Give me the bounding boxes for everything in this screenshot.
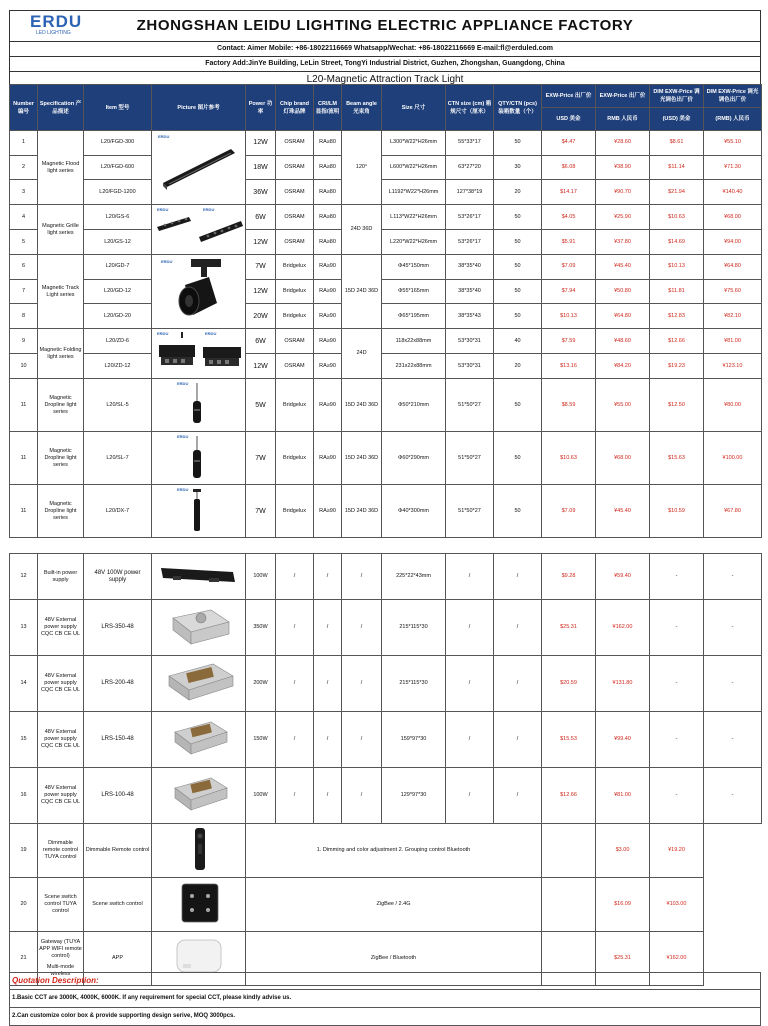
address-line: Factory Add:JinYe Building, LeLin Street, TongYi Industrial District, Guzhen, Zhongshan, Guangdong, China [9,56,761,71]
notes-title: Quotation Description: [9,972,761,989]
table-row: 21 Gateway (TUYA APP WIFI remote control) Multi-mode wireless APP ZigBee / Bluetooth $25.31 ¥162.00 [10,932,762,986]
col-beam-angle: Beam angle 光束角 [342,85,382,131]
table-row: 15 48V External power supply CQC CB CE UL LRS-150-48 150W / / / 159*97*30 / / $15.53 ¥99.40 - - [10,712,762,768]
product-picture-psu-150 [152,712,246,768]
remote-control-image [153,824,246,874]
external-power-supply-image [153,712,246,764]
product-picture-psu-350 [152,600,246,656]
col-usd-sub-dim: (USD) 美金 [650,108,704,131]
svg-text:ERDU: ERDU [161,259,173,264]
table-row: 6 Magnetic Track Light series L20/GD-7 ERDU 7W Bridgelux RA≥90 15D 24D 36D Φ45*150mm 38*35*40 50 $7.09 ¥45.40 $10.13 ¥64.80 [10,255,762,280]
product-picture-folding [152,329,246,379]
spec-cell: Magnetic Folding light series [38,329,84,379]
note-line-1: 1.Basic CCT are 3000K, 4000K, 6000K. If any requirement for special CCT, please kindly advise us. [9,989,761,1007]
quotation-header [9,10,761,88]
product-picture-flood: ERDU [152,131,246,205]
table-row: 9 Magnetic Folding light series L20/ZD-6 ERDU ERDU 6W OSRAM RA≥90 24D 118x22x88mm 53*30*31 40 $7.59 ¥48.60 $12.66 ¥81.00 [10,329,762,354]
product-picture-builtin-psu [152,554,246,600]
col-size: Size 尺寸 [382,85,446,131]
dropline-light-image [153,485,246,534]
product-picture-grille [152,205,246,255]
spec-cell: Magnetic Grille light series [38,205,84,255]
product-picture-dropline-sl7 [152,432,246,485]
accessories-price-table [9,553,762,986]
svg-text:ERDU: ERDU [205,331,217,336]
col-exw-usd: EXW-Price 出厂价 [542,85,596,108]
scene-switch-image [153,878,246,928]
table-row: 12 Built-in power supply 48V 100W power supply 100W / / / 225*22*43mm / / $9.28 ¥59.40 - - [10,554,762,600]
svg-text:ERDU: ERDU [177,487,189,492]
dropline-light-image [153,379,246,428]
external-power-supply-image [153,768,246,820]
track-spotlight-image [153,255,246,325]
dropline-light-image [153,432,246,481]
spec-cell: Magnetic Track Light series [38,255,84,329]
table-row: 3 L20/FGD-1200 36W OSRAM RA≥80 L1192*W22*H26mm 127*38*19 20 $14.17 ¥90.70 $21.94 ¥140.40 [10,180,762,205]
table-row: 1 Magnetic Flood light series L20/FGD-300 ERDU 12W OSRAM RA≥80 120° L300*W22*H26mm 55*33*17 50 $4.47 ¥28.60 $8.61 ¥55.10 [10,131,762,156]
col-rmb-sub: RMB 人民币 [596,108,650,131]
table-row: 11 Magnetic Dropline light series L20/DX-7 ERDU 7W Bridgelux RA≥90 15D 24D 36D Φ40*300mm 51*50*27 50 $7.09 ¥45.40 $10.59 ¥67.80 [10,485,762,538]
svg-text:ERDU: ERDU [157,331,169,336]
table-row: 20 Scene switch control TUYA control Scene switch control ZigBee / 2.4G $16.09 ¥103.00 [10,878,762,932]
grille-light-image [153,205,246,251]
svg-text:ERDU: ERDU [203,207,215,212]
col-power: Power 功率 [246,85,276,131]
external-power-supply-image [153,600,246,652]
table-row: 16 48V External power supply CQC CB CE UL LRS-100-48 100W / / / 129*97*30 / / $12.66 ¥81.00 - - [10,768,762,824]
svg-text:ERDU: ERDU [157,207,169,212]
product-picture-scene-switch [152,878,246,932]
gateway-feature-cell: ZigBee / Bluetooth [246,932,542,986]
col-qty-ctn: QTY/CTN (pcs) 装箱数量（个） [494,85,542,131]
table-row: 10 L20/ZD-12 12W OSRAM RA≥90 231x22x88mm 53*30*31 20 $13.16 ¥84.20 $19.23 ¥123.10 [10,354,762,379]
table-row: 7 L20/GD-12 12W Bridgelux RA≥90 Φ55*165mm 38*35*40 50 $7.94 ¥50.80 $11.81 ¥75.60 [10,279,762,304]
table-row: 8 L20/GD-20 20W Bridgelux RA≥90 Φ65*195mm 38*35*43 50 $10.13 ¥64.80 $12.83 ¥82.10 [10,304,762,329]
table-row: 11 Magnetic Dropline light series L20/SL-7 ERDU 7W Bridgelux RA≥90 15D 24D 36D Φ60*290mm 51*50*27 50 $10.63 ¥68.00 $15.63 ¥100.00 [10,432,762,485]
col-dim-rmb: DIM EXW-Price 调光调色出厂价 [704,85,762,108]
product-picture-psu-100 [152,768,246,824]
folding-light-image [153,329,246,375]
product-picture-dropline-sl5 [152,379,246,432]
spec-cell: Magnetic Flood light series [38,131,84,205]
spec-cell: Magnetic Dropline light series [38,432,84,485]
contact-line: Contact: Aimer Mobile: +86-18022116669 Whatsapp/Wechat: +86-18022116669 E-mail:fl@erduled.com [9,41,761,56]
svg-text:ERDU: ERDU [177,434,189,439]
col-item: Item 型号 [84,85,152,131]
spec-cell: Magnetic Dropline light series [38,379,84,432]
table-row: 4 Magnetic Grille light series L20/GS-6 ERDU ERDU 6W OSRAM RA≥80 24D 36D L113*W22*H26mm 53*26*17 50 $4.05 ¥25.90 $10.63 ¥68.00 [10,205,762,230]
product-picture-dropline-dx7 [152,485,246,538]
remote-feature-cell: 1. Dimming and color adjustment 2. Grouping control Bluetooth [246,824,542,878]
track-light-price-table [9,84,762,538]
table-row: 11 Magnetic Dropline light series L20/SL-5 ERDU 5W Bridgelux RA≥90 15D 24D 36D Φ50*210mm 51*50*27 50 $8.59 ¥55.00 $12.50 ¥80.00 [10,379,762,432]
col-number: Number 编号 [10,85,38,131]
product-series-title: L20-Magnetic Attraction Track Light [9,71,761,88]
external-power-supply-image [153,656,246,708]
col-cri: CRI/LM 显指/流明 [314,85,342,131]
col-dim-usd: DIM EXW-Price 调光调色出厂价 [650,85,704,108]
col-picture: Picture 图片参考 [152,85,246,131]
table-row: 5 L20/GS-12 12W OSRAM RA≥80 L220*W22*H26mm 53*26*17 50 $5.91 ¥37.80 $14.69 ¥94.00 [10,230,762,255]
table-row: 14 48V External power supply CQC CB CE UL LRS-200-48 200W / / / 215*115*30 / / $20.59 ¥131.80 - - [10,656,762,712]
note-line-2: 2.Can customize color box & provide supporting design serive, MOQ 3000pcs. [9,1007,761,1026]
col-specification: Specification 产品描述 [38,85,84,131]
flood-light-image [153,131,246,201]
col-ctn-size: CTN size (cm) 箱规尺寸（厘米） [446,85,494,131]
spec-cell: Magnetic Dropline light series [38,485,84,538]
col-usd-sub: USD 美金 [542,108,596,131]
svg-text:ERDU: ERDU [177,381,189,386]
table-row: 19 Dimmable remote control TUYA control Dimmable Remote control 1. Dimming and color adjustment 2. Grouping control Bluetooth $3.00 ¥19.20 [10,824,762,878]
col-rmb-sub-dim: (RMB) 人民币 [704,108,762,131]
erdu-logo: ERDU LED LIGHTING [30,12,83,36]
product-picture-track [152,255,246,329]
product-picture-remote [152,824,246,878]
quotation-notes [9,972,761,1026]
builtin-power-supply-image [153,554,246,596]
title-row [9,10,761,41]
col-exw-rmb: EXW-Price 出厂价 [596,85,650,108]
company-title: ZHONGSHAN LEIDU LIGHTING ELECTRIC APPLIANCE FACTORY [136,17,634,34]
table-row: 2 L20/FGD-600 18W OSRAM RA≥80 L600*W22*H26mm 63*27*20 30 $6.08 ¥38.90 $11.14 ¥71.30 [10,155,762,180]
scene-switch-feature-cell: ZigBee / 2.4G [246,878,542,932]
product-picture-psu-200 [152,656,246,712]
table-row: 13 48V External power supply CQC CB CE UL LRS-350-48 350W / / / 215*115*30 / / $25.31 ¥162.00 - - [10,600,762,656]
col-chip-brand: Chip brand 灯珠品牌 [276,85,314,131]
